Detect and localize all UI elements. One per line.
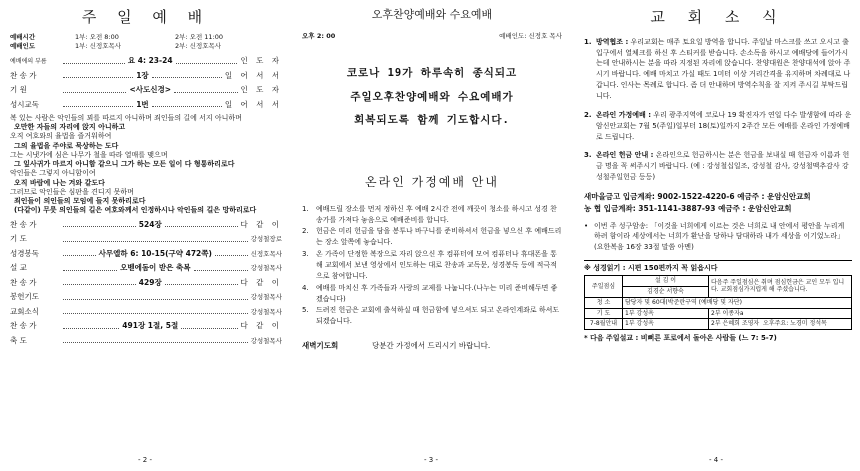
sunday-service-title: 주 일 예 배 (81, 8, 211, 26)
order-row: 성경봉독 사무엘하 6: 10-15(구약 472쪽) 신정호목사 (10, 248, 283, 258)
reading-line: 그 잎사귀가 마르지 아니함 같으니 그가 하는 모든 일이 다 형통하리로다 (14, 160, 235, 169)
prayer-message: 코로나 19가 하루속히 종식되고 주일오후찬양예배와 수요예배가 회복되도록 함께 기도합시다. (346, 66, 518, 127)
duty-table: 주일점심 설 김 이 다음주 주일점심은 취며 점심헌금은 교인 모두 입니다. 교회점심가지럽게 해 주셨습니다. 김경순 서향숙 청 소 담당자 및 60대(박준란구역 (예배당 및 자단) 기 도 1부 강성옥 2부 이종자a 7-8월안내 1부 강성옥 2부 은혜희 조영자 오후주요: 노경미 정석목 (584, 275, 852, 330)
afternoon-service-info: 오후 2: 00 예배인도: 신정호 목사 (302, 31, 562, 40)
order-bottom (10, 220, 282, 351)
order-top (10, 56, 282, 114)
page-number: - 2 - (138, 456, 152, 465)
responsive-reading (10, 114, 282, 216)
news-item: 2. 온라인 가정예배 : 우리 광주지역에 코로나 19 확진자가 연일 다수 발생함에 따라 운암신안교회는 7월 5(주일)일부터 18(토)일까지 2주간 모든 예배를 온라인 가정예배로 드립니다. (584, 110, 852, 141)
list-item: 4. 예배를 마치신 후 가족들과 사랑의 교제를 나눕니다.(나누는 미리 준비해두면 좋겠습니다) (302, 283, 558, 303)
page-2-column (0, 0, 290, 471)
order-row: 찬 송 가 1장 일 어 서 서 (10, 70, 283, 80)
schedule-time: 예배시간 1부: 오전 8:00 2부: 오전 11:00 (10, 32, 224, 41)
order-row: 기 도 강성철장로 (10, 234, 282, 244)
bank-accounts: 새마을금고 입금계좌: 9002-1522-4220-6 예금주 : 운암신안교회 농 협 입금계좌: 351-1141-3887-93 예금주 : 운암신안교회 (584, 191, 811, 213)
reading-line: 악인들은 그렇지 아니함이여 (10, 169, 96, 178)
order-row: 기 원 <사도신경> 인 도 자 (10, 85, 283, 94)
reading-line: 복 있는 사람은 악인들의 꾀를 따르지 아니하며 죄인들의 길에 서지 아니하며 (10, 114, 242, 122)
schedule-leader: 예배인도 1부: 신정호목사 2부: 신정호목사 (10, 41, 222, 50)
order-row: 찬 송 가 491장 1절, 5절 다 같 이 (10, 321, 283, 331)
order-row: 교회소식 강성철목사 (10, 306, 282, 316)
reading-line: 오만한 자들의 자리에 앉지 아니하고 (14, 123, 126, 132)
list-item: 5. 드려진 헌금은 교회에 출석하실 때 헌금함에 넣으셔도 되고 온라인계좌로 하셔도 되겠습니다. (302, 306, 560, 326)
online-worship-list (302, 204, 562, 327)
church-news-title: 교 회 소 식 (650, 8, 786, 26)
page-4-column (572, 0, 860, 471)
news-item: 3. 온라인 헌금 안내 : 온라인으로 헌금하시는 분은 헌금을 보내실 때 헌금자 이름과 헌금 명을 꼭 써주시기 바랍니다. (예 : 강성철십일조, 강성철 감사, 강성철맥추감사 강성철주일헌금 등등) (584, 151, 850, 182)
online-worship-title: 온라인 가정예배 안내 (365, 174, 499, 189)
page-number: - 4 - (709, 456, 723, 465)
reading-line: 죄인들이 의인들의 모임에 들지 못하리로다 (14, 197, 146, 206)
reading-line: 그러므로 악인들은 심판을 견디지 못하며 (10, 187, 134, 196)
order-row: 축 도 강성철목사 (10, 335, 282, 345)
next-sermon-note: * 다음 주일설교 : 비뻐른 포로에서 돌아온 사람들 (느 7: 5-7) (584, 334, 777, 343)
list-item: 1. 예배드릴 장소를 먼저 정하신 후 예배 2시간 전에 깨끗이 청소를 하시고 성경 찬송가를 가져다 놓음으로 예배준비를 합니다. (302, 204, 557, 224)
reading-line: 오직 여호와의 율법을 즐거워하여 (10, 132, 112, 141)
dawn-prayer: 새벽기도회 당분간 가정에서 드리시기 바랍니다. (302, 341, 491, 351)
reading-line: 그의 율법을 주야로 묵상하는 도다 (14, 141, 119, 150)
reading-line: 오직 바람에 나는 겨와 같도다 (14, 178, 105, 187)
divider (584, 260, 852, 261)
page-number: - 3 - (424, 456, 438, 465)
order-row: 설 교 오벧에돔이 받은 축복 강성철목사 (10, 263, 282, 273)
order-row: 찬 송 가 429장 다 같 이 (10, 277, 283, 287)
reading-line: 그는 시냇가에 심은 나무가 철을 따라 열매를 맺으며 (10, 150, 168, 159)
order-row: 봉헌기도 강성철목사 (10, 292, 282, 302)
bible-reading: ※ 성경읽기 : 시편 150편까지 꼭 읽읍시다 (584, 264, 718, 273)
afternoon-service-title: 오후찬양예배와 수요예배 (371, 8, 493, 21)
order-row: 예배에의 부름 요 4: 23-24 인 도 자 (10, 56, 282, 65)
news-list (584, 37, 852, 183)
order-row: 찬 송 가 524장 다 같 이 (10, 219, 283, 229)
page-3-column (290, 0, 572, 471)
reading-line: (다같이) 무릇 의인들의 길은 여호와께서 인정하시나 악인들의 길은 망하리로다 (14, 206, 257, 215)
memory-verse: • 이번 주 성구암송: 「이것을 너희에게 이르는 것은 너희로 내 안에서 평안을 누리게 하려 함이라 세상에서는 너희가 환난을 당하나 담대하라 내가 세상을 이기었노라」 (요한복음 16장 33절 말씀 아멘) (584, 221, 845, 251)
news-item: 1. 방역협조 : 우리교회는 매주 토요일 방역을 합니다. 주일날 마스크를 쓰고 오시고 출입구에서 열체크를 하신 후 스티커를 받습니다. 손소독을 하시고 예배당에 들어가시는데 안내하시는 분을 따라 지정된 자리에 앉습니다. 찬양대원은 찬양대석에 앉아 주시기 바랍니다. 예배 마치고 가실 때도 1미터 이상 거리간격을 유지하며 차례대로 나갑니다. 인사는 목례로 합니다. 좀 더 안내하며 방역수칙을 잘 지켜 주시길 부탁드립니다. (584, 37, 851, 100)
list-item: 3. 온 가족이 단정한 복장으로 자리 앉으신 후 컴퓨터에 모여 컴퓨터나 휴대폰을 통해 교회에서 보낸 영상에서 인도하는 대로 찬송과 교독문, 성경봉독 등에 적극적으로 참여합니다. (302, 250, 557, 280)
list-item: 2. 헌금은 미리 헌금을 담을 봉투나 바구니를 준비하셔서 헌금을 넣으신 후 예배드리는 장소 앞쪽에 놓습니다. (302, 227, 562, 247)
order-row: 성시교독 1번 일 어 서 서 (10, 99, 283, 109)
